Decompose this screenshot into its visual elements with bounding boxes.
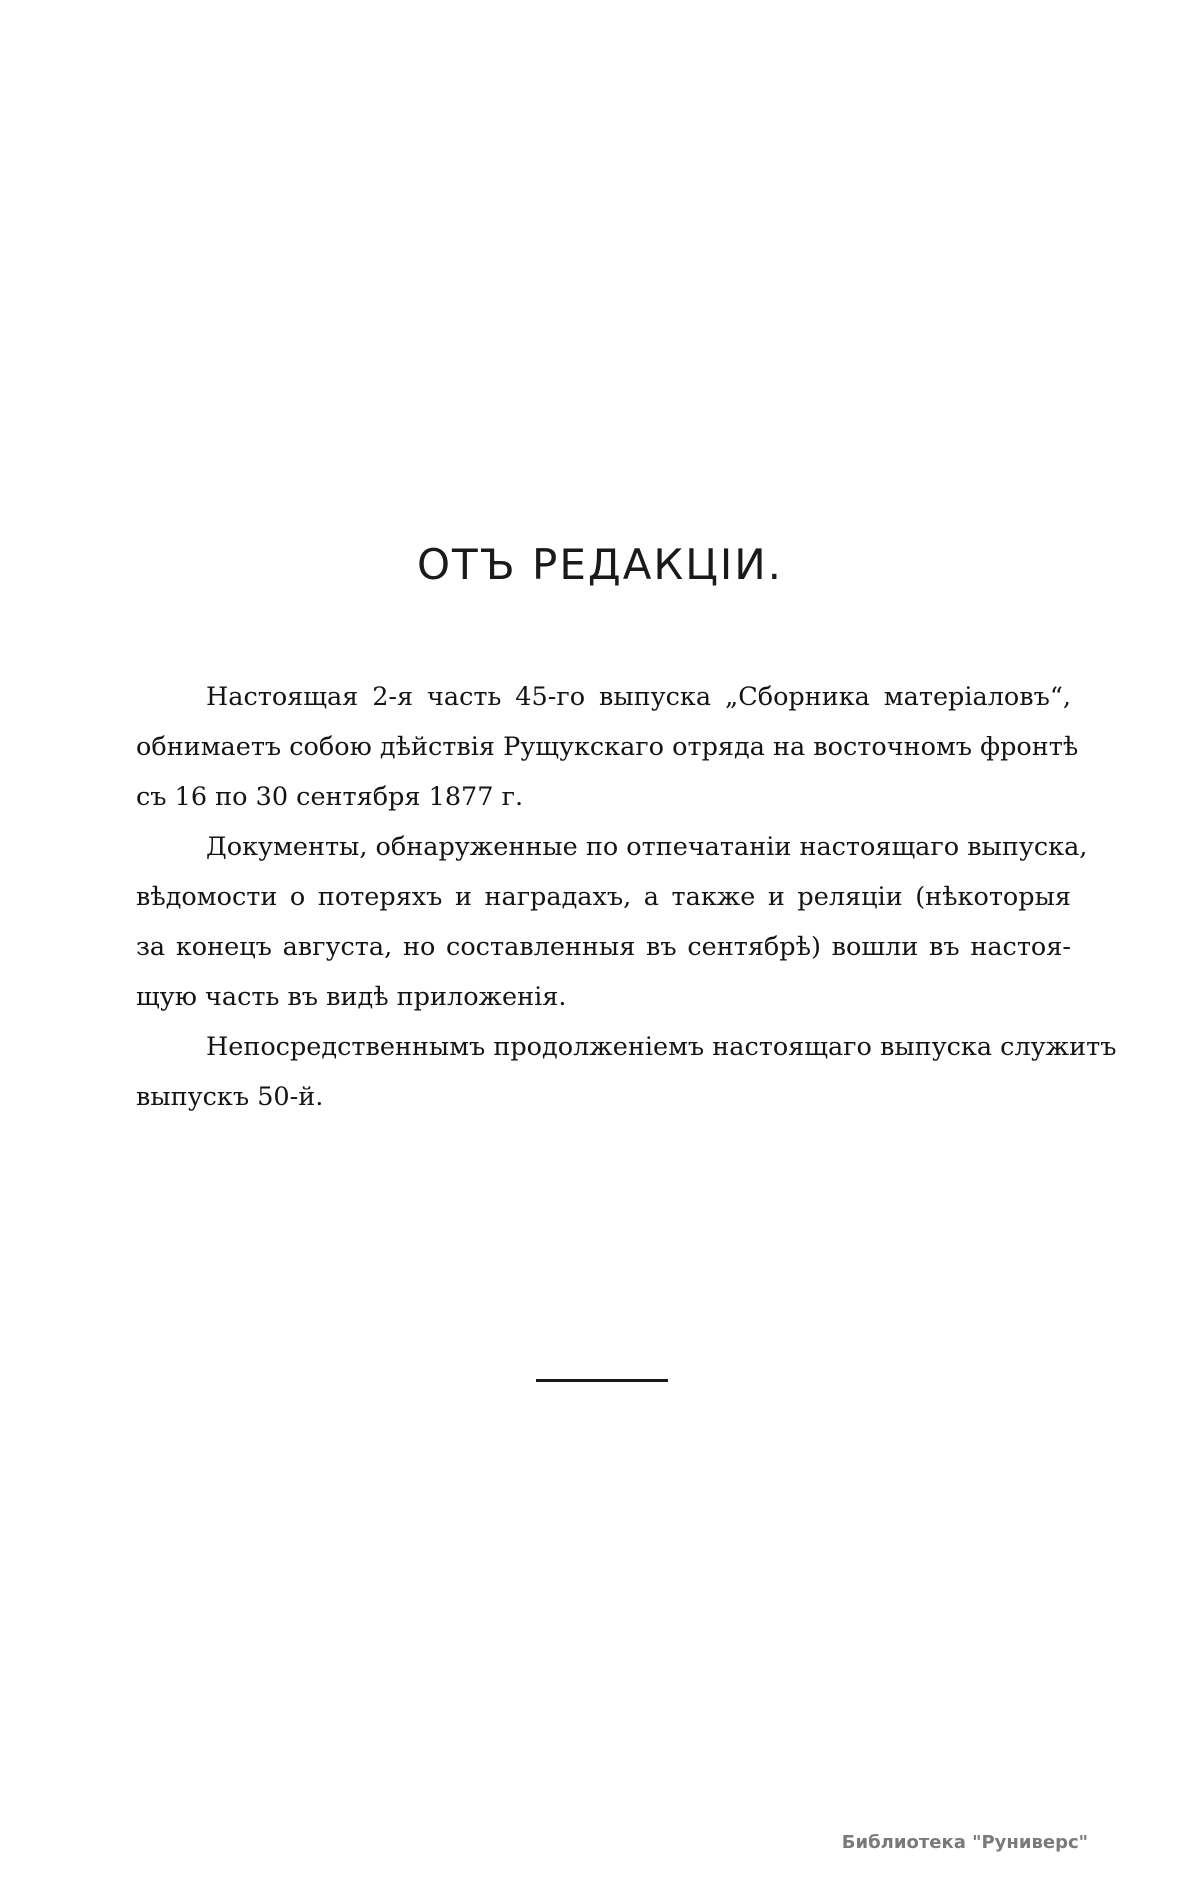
text-line: съ 16 по 30 сентября 1877 г. (136, 782, 524, 812)
section-divider (536, 1379, 668, 1382)
text-line: за конецъ августа, но составленныя въ сентябрѣ) вошли въ настоя- (136, 932, 1071, 962)
text-line: Непосредственнымъ продолженіемъ настоящаго выпуска служитъ (206, 1032, 1117, 1062)
text-line: щую часть въ видѣ приложенія. (136, 982, 567, 1012)
paragraph-2 (136, 822, 1088, 1022)
library-watermark: Библиотека "Руниверс" (841, 1832, 1088, 1853)
text-line: выпускъ 50-й. (136, 1082, 324, 1112)
text-line: вѣдомости о потеряхъ и наградахъ, а также и реляціи (нѣкоторыя (136, 882, 1071, 912)
text-line: обнимаетъ собою дѣйствія Рущукскаго отряда на восточномъ фронтѣ (136, 732, 1079, 762)
text-line: Документы, обнаруженные по отпечатаніи настоящаго выпуска, (206, 832, 1088, 862)
page-title: ОТЪ РЕДАКЦІИ. (416, 540, 784, 589)
text-line: Настоящая 2-я часть 45-го выпуска „Сборника матеріаловъ“, (206, 682, 1071, 712)
paragraph-1 (136, 672, 1079, 822)
paragraph-3 (136, 1022, 1117, 1122)
body-text (136, 672, 1117, 1122)
